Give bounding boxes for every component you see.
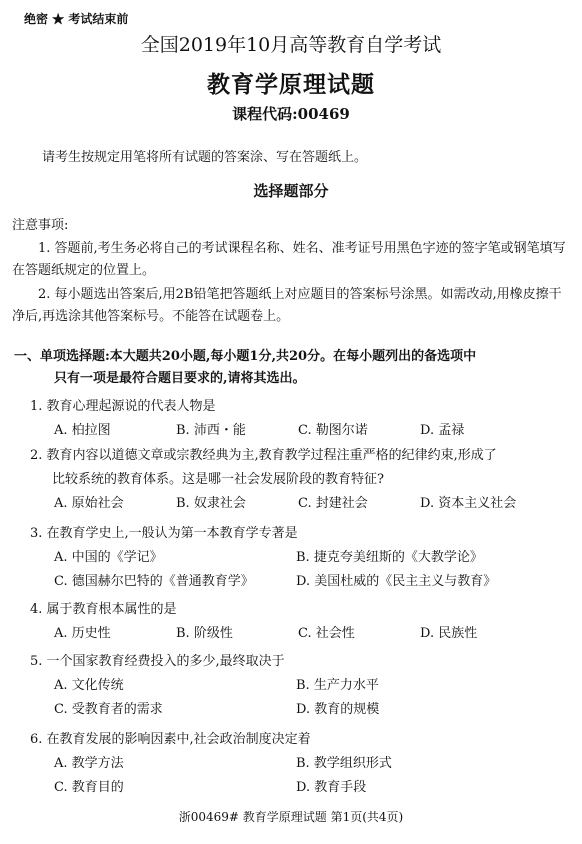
options-row bbox=[30, 674, 560, 698]
question-2 bbox=[30, 444, 560, 516]
options-row bbox=[30, 698, 560, 722]
question-stem-continued: 比较系统的教育体系。这是哪一社会发展阶段的教育特征? bbox=[52, 472, 384, 487]
part-heading-line: 只有一项是最符合题目要求的,请将其选出。 bbox=[54, 371, 306, 386]
note-item: 2. 每小题选出答案后,用2B铅笔把答题纸上对应题目的答案标号涂黑。如需改动,用橡皮擦干净后,再选涂其他答案标号。不能答在试题卷上。 bbox=[12, 287, 562, 324]
options-row bbox=[30, 776, 560, 800]
option-a: A. 历史性 bbox=[54, 626, 111, 641]
question-stem: 2. 教育内容以道德文章或宗教经典为主,教育教学过程注重严格的纪律约束,形成了 bbox=[30, 448, 497, 463]
option-c: C. 德国赫尔巴特的《普通教育学》 bbox=[54, 574, 254, 589]
question-4 bbox=[30, 598, 560, 646]
option-b: B. 沛西・能 bbox=[176, 423, 246, 438]
page-title: 教育学原理试题 bbox=[207, 71, 375, 98]
option-d: D. 资本主义社会 bbox=[420, 496, 517, 511]
question-1 bbox=[30, 395, 560, 443]
question-stem: 1. 教育心理起源说的代表人物是 bbox=[30, 399, 216, 414]
option-c: C. 封建社会 bbox=[298, 496, 368, 511]
option-b: B. 阶级性 bbox=[176, 626, 233, 641]
confidential-label: 绝密 ★ 考试结束前 bbox=[24, 12, 129, 26]
section-title: 选择题部分 bbox=[253, 182, 329, 200]
options-row bbox=[30, 752, 560, 776]
note-item: 1. 答题前,考生务必将自己的考试课程名称、姓名、准考证号用黑色字迹的签字笔或钢笔填写在答题纸规定的位置上。 bbox=[12, 241, 566, 278]
option-a: A. 原始社会 bbox=[54, 496, 124, 511]
option-a: A. 文化传统 bbox=[54, 678, 124, 693]
part-heading bbox=[14, 346, 570, 390]
notes-heading: 注意事项: bbox=[12, 218, 69, 233]
question-stem: 3. 在教育学史上,一般认为第一本教育学专著是 bbox=[30, 526, 298, 541]
option-a: A. 教学方法 bbox=[54, 756, 124, 771]
question-stem: 6. 在教育发展的影响因素中,社会政治制度决定着 bbox=[30, 732, 311, 747]
options-row bbox=[30, 622, 560, 646]
exam-header: 全国2019年10月高等教育自学考试 bbox=[140, 34, 442, 56]
option-d: D. 教育的规模 bbox=[296, 702, 380, 717]
question-stem: 4. 属于教育根本属性的是 bbox=[30, 602, 177, 617]
option-b: B. 奴隶社会 bbox=[176, 496, 246, 511]
question-5 bbox=[30, 650, 560, 722]
option-d: D. 民族性 bbox=[420, 626, 478, 641]
option-c: C. 教育目的 bbox=[54, 780, 124, 795]
option-c: C. 社会性 bbox=[298, 626, 355, 641]
question-stem: 5. 一个国家教育经费投入的多少,最终取决于 bbox=[30, 654, 285, 669]
question-3 bbox=[30, 522, 560, 594]
options-row bbox=[30, 419, 560, 443]
question-6 bbox=[30, 728, 560, 800]
options-row bbox=[30, 570, 560, 594]
option-d: D. 孟禄 bbox=[420, 423, 465, 438]
options-row bbox=[30, 492, 560, 516]
option-b: B. 捷克夸美纽斯的《大教学论》 bbox=[296, 550, 483, 565]
option-d: D. 美国杜威的《民主主义与教育》 bbox=[296, 574, 497, 589]
page-footer: 浙00469# 教育学原理试题 第1页(共4页) bbox=[178, 810, 404, 824]
option-b: B. 教学组织形式 bbox=[296, 756, 392, 771]
options-row bbox=[30, 546, 560, 570]
option-a: A. 柏拉图 bbox=[54, 423, 111, 438]
option-b: B. 生产力水平 bbox=[296, 678, 379, 693]
part-heading-line: 一、单项选择题:本大题共20小题,每小题1分,共20分。在每小题列出的备选项中 bbox=[14, 349, 477, 364]
course-code: 课程代码:00469 bbox=[232, 105, 350, 123]
option-a: A. 中国的《学记》 bbox=[54, 550, 163, 565]
option-c: C. 勒图尔诺 bbox=[298, 423, 368, 438]
general-instruction: 请考生按规定用笔将所有试题的答案涂、写在答题纸上。 bbox=[42, 150, 368, 165]
option-c: C. 受教育者的需求 bbox=[54, 702, 163, 717]
option-d: D. 教育手段 bbox=[296, 780, 367, 795]
